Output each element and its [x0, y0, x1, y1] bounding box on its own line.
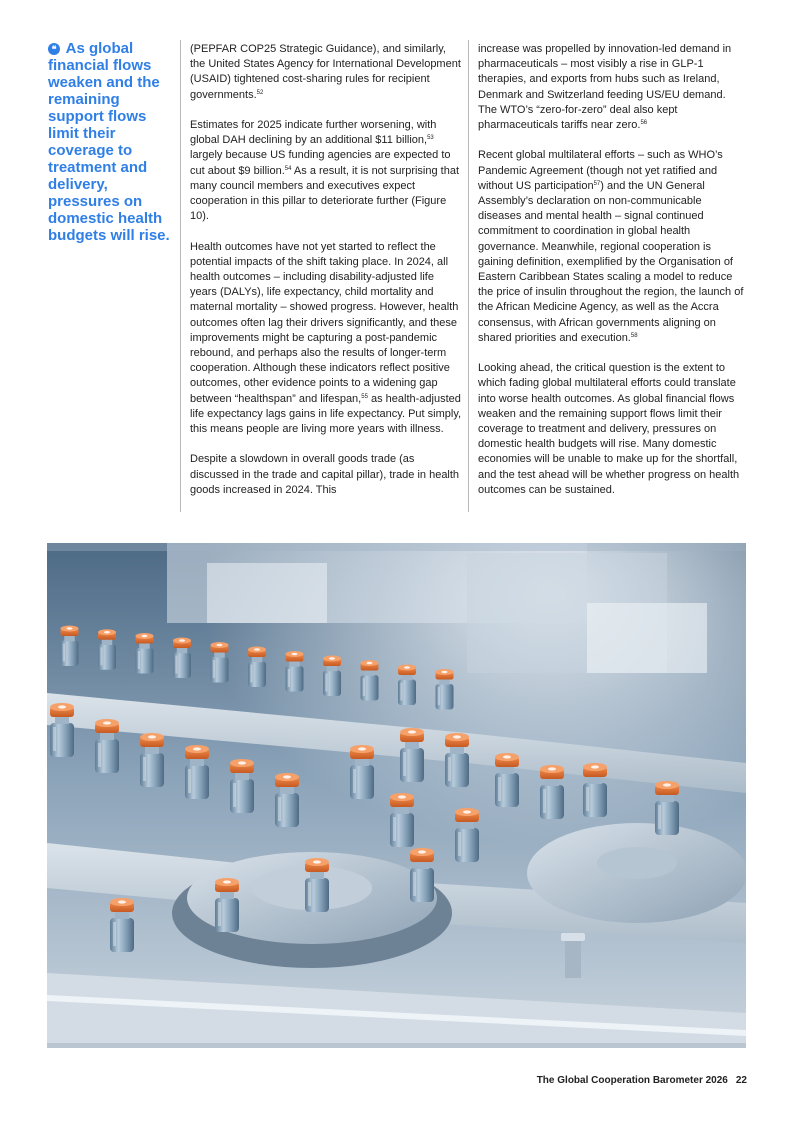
footnote-ref[interactable]: 52 — [256, 89, 264, 96]
text-column-1 — [190, 42, 462, 513]
page-footer — [537, 1075, 747, 1086]
vial-production-line-photo — [47, 543, 746, 1048]
footnote-ref[interactable]: 58 — [630, 332, 638, 339]
page-number: 22 — [735, 1075, 747, 1086]
footnote-ref[interactable]: 57 — [593, 180, 601, 187]
paragraph: Recent global multilateral efforts – such as WHO’s Pandemic Agreement (though not yet ratified and without US participation$^{57}$) and the UN General Assembly’s declaration on non-communicable diseases and mental health – signal continued commitment to coordination in global health governance. Meanwhile, regional cooperation is gaining definition, exemplified by the Organisation of Eastern Caribbean States scaling a model to reduce the price of insulin throughout the region, the launch of the African Medicine Agency, as well as the Accra consensus, with African governments aligning on shared priorities and execution.$^{58}$ — [478, 149, 744, 344]
pull-quote — [48, 40, 172, 244]
paragraph: increase was propelled by innovation-led demand in pharmaceuticals – most visibly a rise in GLP-1 therapies, and exports from hubs such as Ireland, Denmark and Switzerland feeding US/EU demand. The WTO’s “zero-for-zero” deal also kept pharmaceuticals tariffs near zero.$^{56}$ — [478, 43, 732, 132]
paragraph: Despite a slowdown in overall goods trade (as discussed in the trade and capital pillar), trade in health goods increased in 2024. This — [190, 453, 460, 496]
footnote-ref[interactable]: 53 — [427, 135, 434, 142]
text-column-2 — [478, 42, 746, 513]
pull-quote-text: As global financial flows weaken and the remaining support flows limit their coverage to treatment and delivery, pressures on domestic health budgets will rise. — [48, 40, 170, 244]
column-divider — [468, 40, 469, 512]
quote-icon: ❝ — [48, 43, 60, 55]
footnote-ref[interactable]: 54 — [284, 165, 292, 172]
publication-title: The Global Cooperation Barometer 2026 — [536, 1075, 728, 1086]
footnote-ref[interactable]: 55 — [361, 393, 368, 400]
footnote-ref[interactable]: 56 — [640, 120, 648, 127]
paragraph: Estimates for 2025 indicate further worsening, with global DAH declining by an additional $11 billion,$^{53}$ largely because US funding agencies are expected to cut about $9 billion.$^{54}$ As a result, it is not surprising that many council members and executives expect cooperation in this pillar to deteriorate further (Figure 10). — [190, 119, 460, 223]
paragraph: Health outcomes have not yet started to reflect the potential impacts of the shift taking place. In 2024, all health outcomes – including disability-adjusted life years (DALYs), life expectancy, child mortality and maternal mortality – showed progress. However, health outcomes often lag their drivers significantly, and these improvements might be capturing a post-pandemic rebound, and perhaps also the results of longer-term cooperation. Although these indicators reflect positive outcomes, other evidence points to a widening gap between “healthspan” and lifespan,$^{55}$ as health-adjusted life expectancy lags gains in life expectancy. Put simply, this means people are living more years with illness. — [190, 240, 462, 436]
paragraph: (PEPFAR COP25 Strategic Guidance), and similarly, the United States Agency for International Development (USAID) tightened cost-sharing rules for recipient governments.$^{52}$ — [190, 43, 461, 101]
column-divider — [180, 40, 181, 512]
paragraph: Looking ahead, the critical question is the extent to which fading global multilateral efforts could translate into worse health outcomes. As global financial flows weaken and the remaining support flows limit their coverage to treatment and delivery, pressures on domestic health budgets will rise. Many domestic economies will be unable to make up for the shortfall, and the test ahead will be whether progress on health outcomes can be sustained. — [478, 362, 740, 496]
photo-illustration — [47, 543, 746, 1048]
